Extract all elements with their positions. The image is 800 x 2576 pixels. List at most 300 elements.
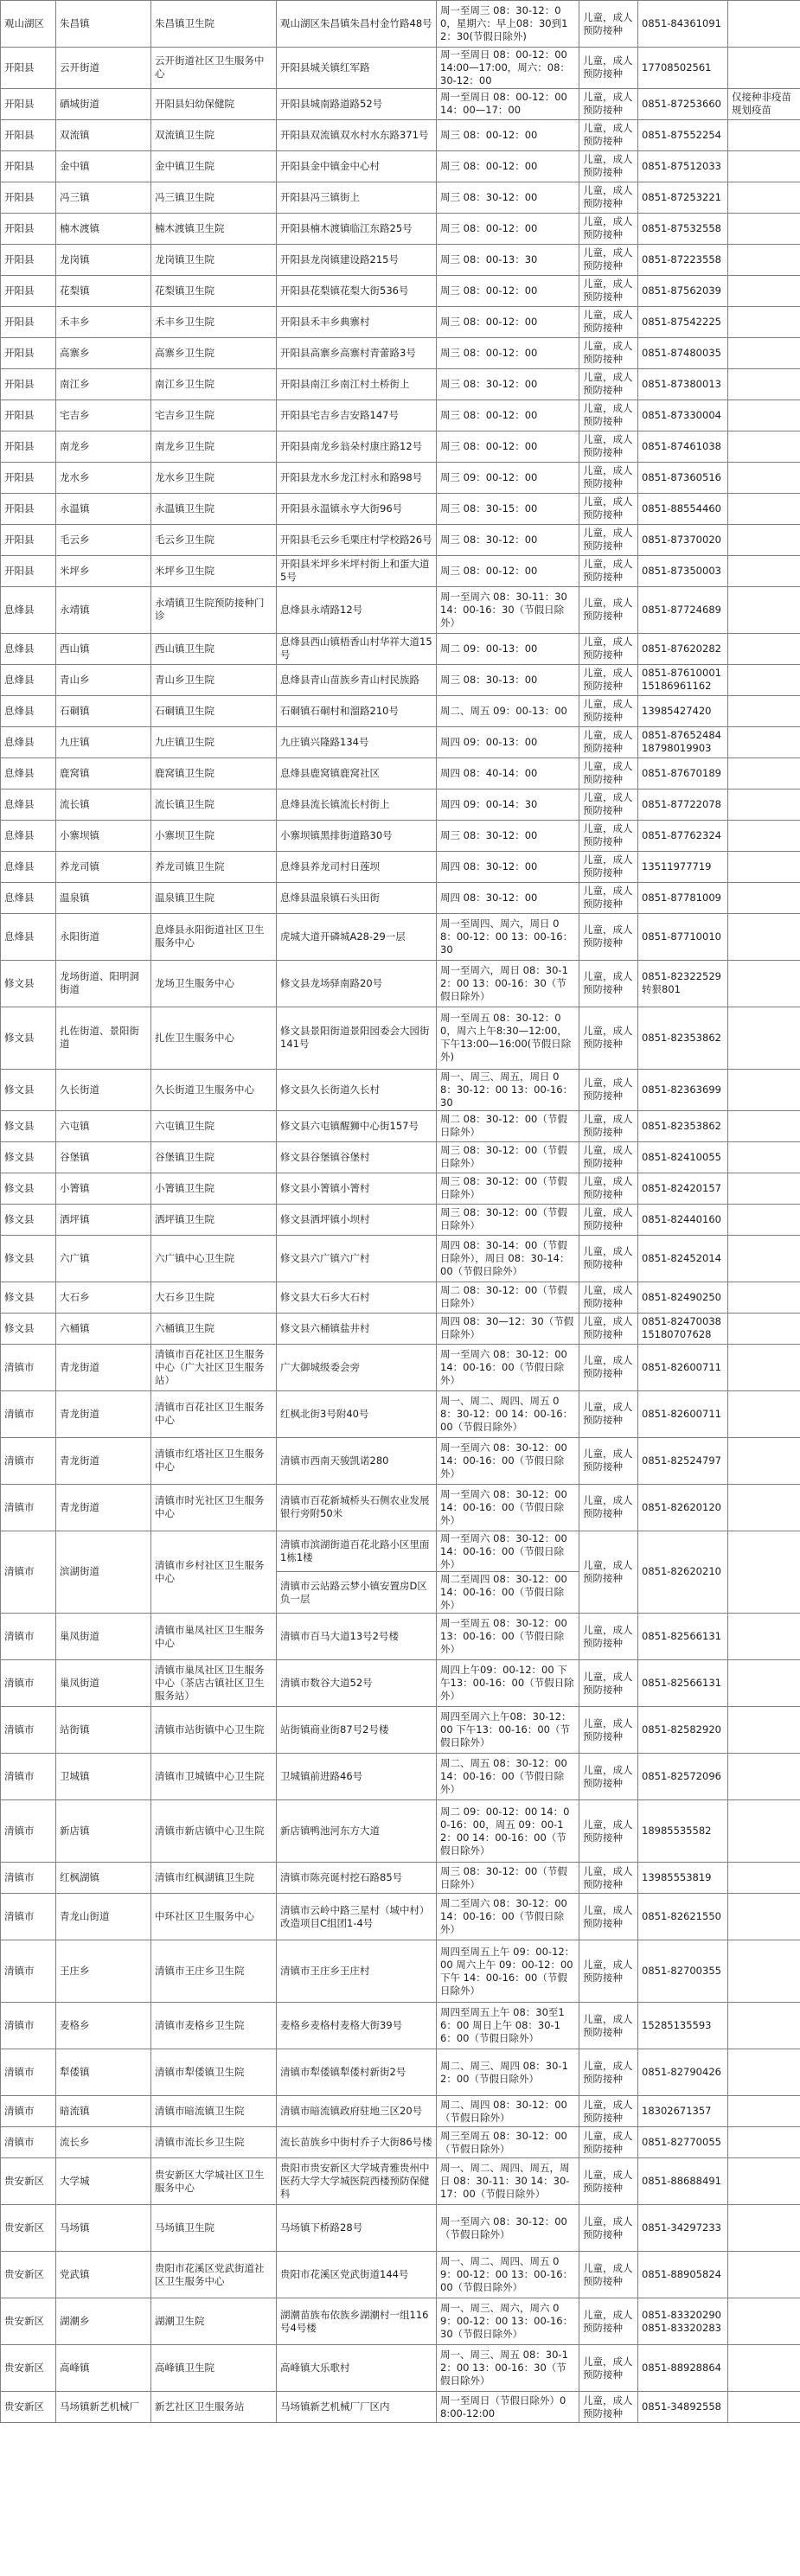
target-cell: 儿童，成人预防接种	[579, 2158, 638, 2205]
note-cell	[728, 913, 800, 960]
address-cell: 新店镇鸭池河东方大道	[277, 1800, 437, 1863]
county-cell: 息烽县	[1, 586, 56, 633]
note-cell	[728, 1894, 800, 1940]
address-cell: 修文县六广镇六广村	[277, 1235, 437, 1282]
address-cell: 麦格乡麦格村麦格大街39号	[277, 2003, 437, 2049]
note-cell	[728, 1754, 800, 1800]
unit-cell: 清镇市时光社区卫生服务中心	[151, 1484, 277, 1531]
target-cell: 儿童，成人预防接种	[579, 2127, 638, 2158]
hours-cell: 周一、周二、周四、周五 09：00-12：00 13：00-16：00（节假日除外）	[437, 2252, 579, 2298]
note-cell	[728, 368, 800, 400]
address-cell: 修文县久长街道久长村	[277, 1069, 437, 1110]
target-cell: 儿童，成人预防接种	[579, 48, 638, 89]
county-cell: 修文县	[1, 1110, 56, 1141]
phone-cell: 0851-84361091	[638, 1, 728, 48]
phone-cell: 0851-87253221	[638, 182, 728, 213]
hours-cell: 周三 08：30-12：00（节假日除外）	[437, 1863, 579, 1894]
county-cell: 开阳县	[1, 493, 56, 524]
note-cell	[728, 1069, 800, 1110]
note-cell	[728, 2127, 800, 2158]
table-row	[1, 789, 800, 820]
county-cell: 清镇市	[1, 2096, 56, 2127]
note-cell	[728, 119, 800, 150]
table-row	[1, 664, 800, 695]
unit-cell: 龙岗镇卫生院	[151, 244, 277, 275]
county-cell: 清镇市	[1, 1531, 56, 1614]
town-cell: 六桶镇	[56, 1313, 151, 1344]
phone-cell: 0851-87552254	[638, 119, 728, 150]
phone-cell: 0851-82600711	[638, 1344, 728, 1390]
address-cell: 小寨坝镇黑排街道路30号	[277, 820, 437, 851]
note-cell	[728, 1707, 800, 1754]
table-row	[1, 306, 800, 337]
table-row	[1, 1313, 800, 1344]
unit-cell: 扎佐卫生服务中心	[151, 1007, 277, 1069]
note-cell	[728, 789, 800, 820]
town-cell: 巢凤街道	[56, 1660, 151, 1707]
town-cell: 双流镇	[56, 119, 151, 150]
table-row	[1, 2127, 800, 2158]
table-row	[1, 1110, 800, 1141]
target-cell: 儿童，成人预防接种	[579, 1282, 638, 1313]
town-cell: 青山乡	[56, 664, 151, 695]
table-row	[1, 1707, 800, 1754]
target-cell: 儿童，成人预防接种	[579, 2345, 638, 2392]
hours-cell: 周一至周日（节假日除外）08:00-12:00	[437, 2392, 579, 2423]
unit-cell: 鹿窝镇卫生院	[151, 757, 277, 789]
town-cell: 鹿窝镇	[56, 757, 151, 789]
town-cell: 米坪乡	[56, 555, 151, 586]
county-cell: 息烽县	[1, 726, 56, 757]
hours-cell: 周四至周六上午08：30-12：00 下午13：00-16：00（节假日除外）	[437, 1707, 579, 1754]
county-cell: 息烽县	[1, 757, 56, 789]
table-row	[1, 1069, 800, 1110]
target-cell: 儿童，成人预防接种	[579, 664, 638, 695]
table-row	[1, 695, 800, 726]
unit-cell: 西山镇卫生院	[151, 633, 277, 664]
unit-cell: 流长镇卫生院	[151, 789, 277, 820]
town-cell: 青龙山街道	[56, 1894, 151, 1940]
hours-cell: 周一至周五 08：30-12：00 13：00-16：00（节假日除外）	[437, 1614, 579, 1660]
town-cell: 马场镇新艺机械厂	[56, 2392, 151, 2423]
phone-cell: 15285135593	[638, 2003, 728, 2049]
address-cell: 清镇市百马大道13号2号楼	[277, 1614, 437, 1660]
note-cell	[728, 1344, 800, 1390]
table-row	[1, 2205, 800, 2252]
target-cell: 儿童，成人预防接种	[579, 789, 638, 820]
note-cell	[728, 1800, 800, 1863]
phone-cell: 0851-87360516	[638, 462, 728, 493]
county-cell: 清镇市	[1, 1707, 56, 1754]
address-cell: 修文县谷堡镇谷堡村	[277, 1141, 437, 1173]
phone-cell: 0851-82621550	[638, 1894, 728, 1940]
address-cell: 息烽县温泉镇石头田街	[277, 882, 437, 913]
town-cell: 站街镇	[56, 1707, 151, 1754]
address-cell: 修文县六桶镇盐井村	[277, 1313, 437, 1344]
note-cell	[728, 1173, 800, 1204]
phone-cell: 0851-82470038 15180707628	[638, 1313, 728, 1344]
county-cell: 清镇市	[1, 1940, 56, 2003]
target-cell: 儿童，成人预防接种	[579, 1235, 638, 1282]
note-cell	[728, 2003, 800, 2049]
target-cell: 儿童，成人预防接种	[579, 275, 638, 306]
address-cell: 息烽县养龙司村日莲坝	[277, 851, 437, 882]
phone-cell: 0851-87762324	[638, 820, 728, 851]
phone-cell: 0851-82700355	[638, 1940, 728, 2003]
unit-cell: 温泉镇卫生院	[151, 882, 277, 913]
target-cell: 儿童，成人预防接种	[579, 1344, 638, 1390]
address-cell: 开阳县花梨镇花梨大街536号	[277, 275, 437, 306]
hours-cell: 周一、周三、周六，周六 09：00-12：00 13：00-16：30（节假日除外）	[437, 2298, 579, 2345]
town-cell: 龙岗镇	[56, 244, 151, 275]
table-row	[1, 1660, 800, 1707]
unit-cell: 清镇市巢凤社区卫生服务中心	[151, 1614, 277, 1660]
note-cell	[728, 2298, 800, 2345]
unit-cell: 南龙乡卫生院	[151, 431, 277, 462]
address-cell: 开阳县南龙乡翁朵村康庄路12号	[277, 431, 437, 462]
county-cell: 开阳县	[1, 555, 56, 586]
town-cell: 流长镇	[56, 789, 151, 820]
note-cell	[728, 851, 800, 882]
target-cell: 儿童，成人预防接种	[579, 213, 638, 244]
unit-cell: 清镇市犁倭镇卫生院	[151, 2049, 277, 2096]
target-cell: 儿童，成人预防接种	[579, 851, 638, 882]
table-row	[1, 2049, 800, 2096]
county-cell: 修文县	[1, 1235, 56, 1282]
unit-cell: 石硐镇卫生院	[151, 695, 277, 726]
town-cell: 久长街道	[56, 1069, 151, 1110]
note-cell	[728, 2345, 800, 2392]
table-row	[1, 1940, 800, 2003]
unit-cell: 毛云乡卫生院	[151, 524, 277, 555]
phone-cell: 0851-87652484 18798019903	[638, 726, 728, 757]
hours-cell: 周三 08：00-12：00	[437, 150, 579, 182]
unit-cell: 双流镇卫生院	[151, 119, 277, 150]
note-cell	[728, 757, 800, 789]
target-cell: 儿童，成人预防接种	[579, 1069, 638, 1110]
table-row	[1, 726, 800, 757]
county-cell: 贵安新区	[1, 2252, 56, 2298]
address-cell: 开阳县金中镇金中心村	[277, 150, 437, 182]
county-cell: 清镇市	[1, 1863, 56, 1894]
county-cell: 清镇市	[1, 2049, 56, 2096]
town-cell: 龙水乡	[56, 462, 151, 493]
hours-cell: 周一至周六 08：30-12：00 14：00-16：00（节假日除外）	[437, 1437, 579, 1484]
town-cell: 宅吉乡	[56, 400, 151, 431]
table-row	[1, 913, 800, 960]
target-cell: 儿童，成人预防接种	[579, 2298, 638, 2345]
hours-cell: 周三 08：00-12：00	[437, 213, 579, 244]
county-cell: 修文县	[1, 1282, 56, 1313]
county-cell: 贵安新区	[1, 2205, 56, 2252]
town-cell: 王庄乡	[56, 1940, 151, 2003]
address-cell: 马场镇新艺机械厂厂区内	[277, 2392, 437, 2423]
phone-cell: 0851-82353862	[638, 1007, 728, 1069]
town-cell: 犁倭镇	[56, 2049, 151, 2096]
town-cell: 洒坪镇	[56, 1204, 151, 1235]
county-cell: 息烽县	[1, 664, 56, 695]
phone-cell: 0851-87370020	[638, 524, 728, 555]
phone-cell: 0851-34297233	[638, 2205, 728, 2252]
town-cell: 巢凤街道	[56, 1614, 151, 1660]
town-cell: 小寨坝镇	[56, 820, 151, 851]
note-cell	[728, 462, 800, 493]
hours-cell: 周三 08：00-12：00	[437, 119, 579, 150]
phone-cell: 0851-87480035	[638, 337, 728, 368]
target-cell: 儿童，成人预防接种	[579, 882, 638, 913]
hours-cell: 周四上午09：00-12：00 下午13：00-16：00（节假日除外）	[437, 1660, 579, 1707]
target-cell: 儿童，成人预防接种	[579, 2003, 638, 2049]
county-cell: 开阳县	[1, 368, 56, 400]
address-cell: 息烽县青山苗族乡青山村民族路	[277, 664, 437, 695]
address-cell: 卫城镇前进路46号	[277, 1754, 437, 1800]
hours-cell: 周四 08：30-12：00	[437, 851, 579, 882]
town-cell: 南龙乡	[56, 431, 151, 462]
town-cell: 青龙街道	[56, 1437, 151, 1484]
hours-cell: 周三 08：00-12：00	[437, 337, 579, 368]
target-cell: 儿童，成人预防接种	[579, 1390, 638, 1437]
phone-cell: 13511977719	[638, 851, 728, 882]
phone-cell: 0851-82363699	[638, 1069, 728, 1110]
unit-cell: 中环社区卫生服务中心	[151, 1894, 277, 1940]
hours-cell: 周四 08：30-14：00（节假日除外），周日 08：30-14：00（节假日除外）	[437, 1235, 579, 1282]
table-row	[1, 1344, 800, 1390]
address-cell: 息烽县永靖路12号	[277, 586, 437, 633]
note-cell	[728, 2096, 800, 2127]
phone-cell: 0851-87532558	[638, 213, 728, 244]
unit-cell: 贵阳市花溪区党武街道社区卫生服务中心	[151, 2252, 277, 2298]
target-cell: 儿童，成人预防接种	[579, 1894, 638, 1940]
county-cell: 开阳县	[1, 337, 56, 368]
address-cell: 清镇市百花新城桥头石侧农业发展银行旁附50米	[277, 1484, 437, 1531]
unit-cell: 清镇市百花社区卫生服务中心（广大社区卫生服务站）	[151, 1344, 277, 1390]
phone-cell: 0851-87350003	[638, 555, 728, 586]
unit-cell: 九庄镇卫生院	[151, 726, 277, 757]
county-cell: 息烽县	[1, 882, 56, 913]
address-cell: 清镇市陈亮诞村挖石路85号	[277, 1863, 437, 1894]
hours-cell: 周三 08：30-12：00	[437, 524, 579, 555]
hours-cell: 周二、周三、周四 08：30-12：00（节假日除外）	[437, 2049, 579, 2096]
town-cell: 硒城街道	[56, 88, 151, 119]
note-cell	[728, 275, 800, 306]
table-row	[1, 960, 800, 1007]
town-cell: 温泉镇	[56, 882, 151, 913]
hours-cell: 周二、周五 09：00-13：00	[437, 695, 579, 726]
address-cell: 修文县龙场驿南路20号	[277, 960, 437, 1007]
table-row	[1, 493, 800, 524]
county-cell: 修文县	[1, 1313, 56, 1344]
unit-cell: 清镇市百花社区卫生服务中心	[151, 1390, 277, 1437]
unit-cell: 小寨坝卫生院	[151, 820, 277, 851]
target-cell: 儿童，成人预防接种	[579, 1800, 638, 1863]
address-cell: 开阳县南江乡南江村土桥街上	[277, 368, 437, 400]
address-cell: 清镇市西南天骏凯诺280	[277, 1437, 437, 1484]
town-cell: 红枫湖镇	[56, 1863, 151, 1894]
hours-cell: 周四至周五上午 09：00-12：00 周六上午 09：00-12：00 下午 14：00-16：00（节假日除外）	[437, 1940, 579, 2003]
county-cell: 开阳县	[1, 462, 56, 493]
unit-cell: 花梨镇卫生院	[151, 275, 277, 306]
target-cell: 儿童，成人预防接种	[579, 244, 638, 275]
phone-cell: 0851-82440160	[638, 1204, 728, 1235]
town-cell: 暗流镇	[56, 2096, 151, 2127]
table-row	[1, 633, 800, 664]
unit-cell: 清镇市麦格乡卫生院	[151, 2003, 277, 2049]
address-cell: 虎城大道开磷城A28-29一层	[277, 913, 437, 960]
town-cell: 青龙街道	[56, 1344, 151, 1390]
address-cell: 清镇市犁倭镇犁倭村新街2号	[277, 2049, 437, 2096]
table-row	[1, 1235, 800, 1282]
target-cell: 儿童，成人预防接种	[579, 1141, 638, 1173]
address-cell: 修文县洒坪镇小坝村	[277, 1204, 437, 1235]
phone-cell: 0851-87710010	[638, 913, 728, 960]
address-cell: 息烽县鹿窝镇鹿窝社区	[277, 757, 437, 789]
county-cell: 修文县	[1, 1204, 56, 1235]
town-cell: 西山镇	[56, 633, 151, 664]
unit-cell: 六广镇中心卫生院	[151, 1235, 277, 1282]
note-cell	[728, 1141, 800, 1173]
county-cell: 贵安新区	[1, 2345, 56, 2392]
table-row	[1, 1007, 800, 1069]
table-row	[1, 48, 800, 89]
note-cell	[728, 882, 800, 913]
unit-cell: 永温镇卫生院	[151, 493, 277, 524]
phone-cell: 0851-82582920	[638, 1707, 728, 1754]
hours-cell: 周三 08：30-13：00	[437, 664, 579, 695]
unit-cell: 青山乡卫生院	[151, 664, 277, 695]
county-cell: 清镇市	[1, 1754, 56, 1800]
hours-cell: 周四 08：30-12：00	[437, 882, 579, 913]
unit-cell: 清镇市新店镇中心卫生院	[151, 1800, 277, 1863]
phone-cell: 0851-87223558	[638, 244, 728, 275]
county-cell: 开阳县	[1, 400, 56, 431]
unit-cell: 龙水乡卫生院	[151, 462, 277, 493]
note-cell	[728, 337, 800, 368]
county-cell: 开阳县	[1, 150, 56, 182]
town-cell: 扎佐街道、景阳街道	[56, 1007, 151, 1069]
table-row	[1, 88, 800, 119]
note-cell	[728, 555, 800, 586]
address-cell: 流长苗族乡中街村乔子大街86号楼	[277, 2127, 437, 2158]
county-cell: 息烽县	[1, 820, 56, 851]
address-cell: 清镇市云岭中路三星村（城中村）改造项目C组团1-4号	[277, 1894, 437, 1940]
unit-cell: 久长街道卫生服务中心	[151, 1069, 277, 1110]
target-cell: 儿童，成人预防接种	[579, 1940, 638, 2003]
unit-cell: 开阳县妇幼保健院	[151, 88, 277, 119]
phone-cell: 0851-82620120	[638, 1484, 728, 1531]
table-row	[1, 2096, 800, 2127]
note-cell	[728, 1, 800, 48]
target-cell: 儿童，成人预防接种	[579, 431, 638, 462]
town-cell: 楠木渡镇	[56, 213, 151, 244]
phone-cell: 0851-87562039	[638, 275, 728, 306]
unit-cell: 永靖镇卫生院预防接种门诊	[151, 586, 277, 633]
target-cell: 儿童，成人预防接种	[579, 88, 638, 119]
table-row	[1, 1390, 800, 1437]
phone-cell: 0851-82770055	[638, 2127, 728, 2158]
phone-cell: 0851-87253660	[638, 88, 728, 119]
county-cell: 开阳县	[1, 244, 56, 275]
table-row	[1, 1, 800, 48]
note-cell	[728, 695, 800, 726]
county-cell: 息烽县	[1, 695, 56, 726]
table-row	[1, 851, 800, 882]
table-row	[1, 337, 800, 368]
town-cell: 青龙街道	[56, 1484, 151, 1531]
phone-cell: 0851-82322529 转狠801	[638, 960, 728, 1007]
note-cell	[728, 306, 800, 337]
hours-cell: 周一至周六 08：30-12：00（节假日除外）	[437, 2205, 579, 2252]
hours-cell: 周二至周四 08：30-12：00 14：00-16：00（节假日除外）	[437, 1572, 579, 1614]
town-cell: 龙场街道、阳明洞街道	[56, 960, 151, 1007]
hours-cell: 周三 08：30-12：00（节假日除外）	[437, 1173, 579, 1204]
target-cell: 儿童，成人预防接种	[579, 2205, 638, 2252]
target-cell: 儿童，成人预防接种	[579, 2392, 638, 2423]
town-cell: 小箐镇	[56, 1173, 151, 1204]
address-cell: 开阳县楠木渡镇临江东路25号	[277, 213, 437, 244]
hours-cell: 周一、周三、周五 08：30-12：00 13：00-16：30（节假日除外）	[437, 2345, 579, 2392]
county-cell: 清镇市	[1, 1344, 56, 1390]
hours-cell: 周四 08：40-14：00	[437, 757, 579, 789]
phone-cell: 0851-82452014	[638, 1235, 728, 1282]
target-cell: 儿童，成人预防接种	[579, 633, 638, 664]
phone-cell: 0851-87781009	[638, 882, 728, 913]
address-cell: 开阳县城南路道路52号	[277, 88, 437, 119]
hours-cell: 周三 08：00-12：00	[437, 431, 579, 462]
hours-cell: 周三 08：00-12：00	[437, 275, 579, 306]
hours-cell: 周一至周六 08：30-12：00 14：00-16：00（节假日除外）	[437, 1531, 579, 1572]
unit-cell: 宅吉乡卫生院	[151, 400, 277, 431]
town-cell: 永阳街道	[56, 913, 151, 960]
phone-cell: 0851-82600711	[638, 1390, 728, 1437]
table-row	[1, 150, 800, 182]
county-cell: 清镇市	[1, 1894, 56, 1940]
target-cell: 儿童，成人预防接种	[579, 1863, 638, 1894]
target-cell: 儿童，成人预防接种	[579, 1484, 638, 1531]
address-cell: 修文县大石乡大石村	[277, 1282, 437, 1313]
unit-cell: 清镇市巢凤社区卫生服务中心（茶店古镇社区卫生服务站）	[151, 1660, 277, 1707]
table-row	[1, 2392, 800, 2423]
address-cell: 红枫北街3号附40号	[277, 1390, 437, 1437]
target-cell: 儿童，成人预防接种	[579, 524, 638, 555]
address-cell: 开阳县宅吉乡吉安路147号	[277, 400, 437, 431]
town-cell: 大石乡	[56, 1282, 151, 1313]
unit-cell: 清镇市红塔社区卫生服务中心	[151, 1437, 277, 1484]
target-cell: 儿童，成人预防接种	[579, 1437, 638, 1484]
town-cell: 流长乡	[56, 2127, 151, 2158]
note-cell	[728, 1484, 800, 1531]
unit-cell: 清镇市王庄乡卫生院	[151, 1940, 277, 2003]
phone-cell: 0851-82524797	[638, 1437, 728, 1484]
target-cell: 儿童，成人预防接种	[579, 913, 638, 960]
table-row	[1, 2003, 800, 2049]
address-cell: 开阳县冯三镇街上	[277, 182, 437, 213]
county-cell: 息烽县	[1, 633, 56, 664]
phone-cell: 13985427420	[638, 695, 728, 726]
county-cell: 开阳县	[1, 119, 56, 150]
town-cell: 冯三镇	[56, 182, 151, 213]
table-row	[1, 2158, 800, 2205]
table-row	[1, 524, 800, 555]
note-cell	[728, 1940, 800, 2003]
unit-cell: 清镇市红枫湖镇卫生院	[151, 1863, 277, 1894]
phone-cell: 0851-87724689	[638, 586, 728, 633]
town-cell: 养龙司镇	[56, 851, 151, 882]
address-cell: 息烽县流长镇流长村街上	[277, 789, 437, 820]
unit-cell: 息烽县永阳街道社区卫生服务中心	[151, 913, 277, 960]
note-cell	[728, 1204, 800, 1235]
hours-cell: 周一至周三 08：30-12：00，星期六：早上08：30到12：30(节假日除外)	[437, 1, 579, 48]
table-row	[1, 1484, 800, 1531]
